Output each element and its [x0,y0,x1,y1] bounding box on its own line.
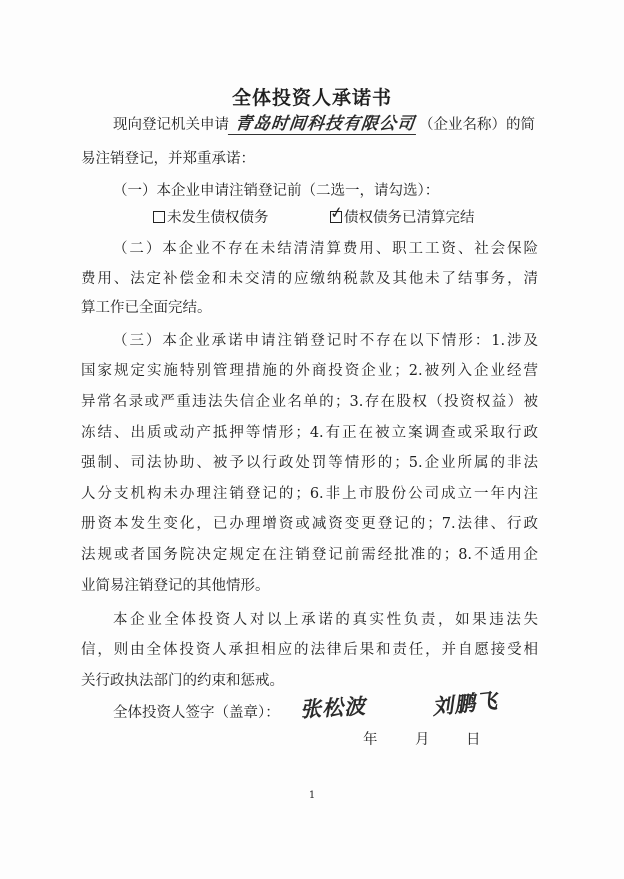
intro-prefix: 现向登记机关申请 [113,117,229,133]
item3-line-7: 册资本发生变化，已办理增资或减资变更登记的；7.法律、行政 [81,516,538,532]
option-settled [328,202,475,228]
item3-line-6: 人分支机构未办理注销登记的；6.非上市股份公司成立一年内注 [81,486,538,502]
item2-line-2: 费用、法定补偿金和未交清的应缴纳税款及其他未了结事务，清 [81,271,538,287]
document-title: 全体投资人承诺书 [231,87,392,109]
item3-line-1: （三）本企业承诺申请注销登记时不存在以下情形：1.涉及 [113,333,538,349]
signature-2: 刘鹏飞 [431,688,500,720]
closing-line-1: 本企业全体投资人对以上承诺的真实性负责，如果违法失 [113,612,538,628]
item1-heading: （一）本企业申请注销登记前（二选一，请勾选）： [113,183,440,199]
signature-1: 张松波 [299,694,367,722]
item3-line-4: 冻结、出质或动产抵押等情形；4.有正在被立案调查或采取行政 [81,425,538,441]
intro-line-1 [113,114,535,135]
checkbox-unchecked[interactable] [153,211,165,223]
item3-line-3: 异常名录或严重违法失信企业名单的；3.存在股权（投资权益）被 [81,394,538,410]
date-year: 年 [363,732,378,748]
checkbox-checked[interactable] [328,202,345,223]
option-not-occurred [153,208,269,228]
closing-line-2: 信，则由全体投资人承担相应的法律后果和责任，并自愿接受相 [81,642,538,658]
item3-line-8: 法规或者国务院决定规定在注销登记前需经批准的；8.不适用企 [81,547,538,563]
option-not-occurred-label: 未发生债权债务 [167,210,269,226]
checkmark-icon: ✓ [328,202,345,223]
item3-line-2: 国家规定实施特别管理措施的外商投资企业；2.被列入企业经营 [81,363,538,379]
intro-suffix: （企业名称）的简 [419,117,535,133]
intro-line-2: 易注销登记，并郑重承诺： [81,151,255,167]
item2-line-3: 算工作已全面完结。 [81,300,212,316]
item3-line-9: 业简易注销登记的其他情形。 [81,578,270,594]
item3-line-5: 强制、司法协助、被予以行政处罚等情形的；5.企业所属的非法 [81,455,538,471]
closing-line-3: 关行政执法部门的约束和惩戒。 [81,673,284,689]
item2-line-1: （二）本企业不存在未结清清算费用、职工工资、社会保险 [113,241,538,257]
option-settled-label: 债权债务已清算完结 [344,210,475,226]
page-number: 1 [308,790,316,801]
date-month: 月 [415,732,430,748]
signature-label: 全体投资人签字（盖章）： [113,705,280,721]
company-name-handwritten: 青岛时间科技有限公司 [228,114,418,135]
date-day: 日 [466,732,481,748]
